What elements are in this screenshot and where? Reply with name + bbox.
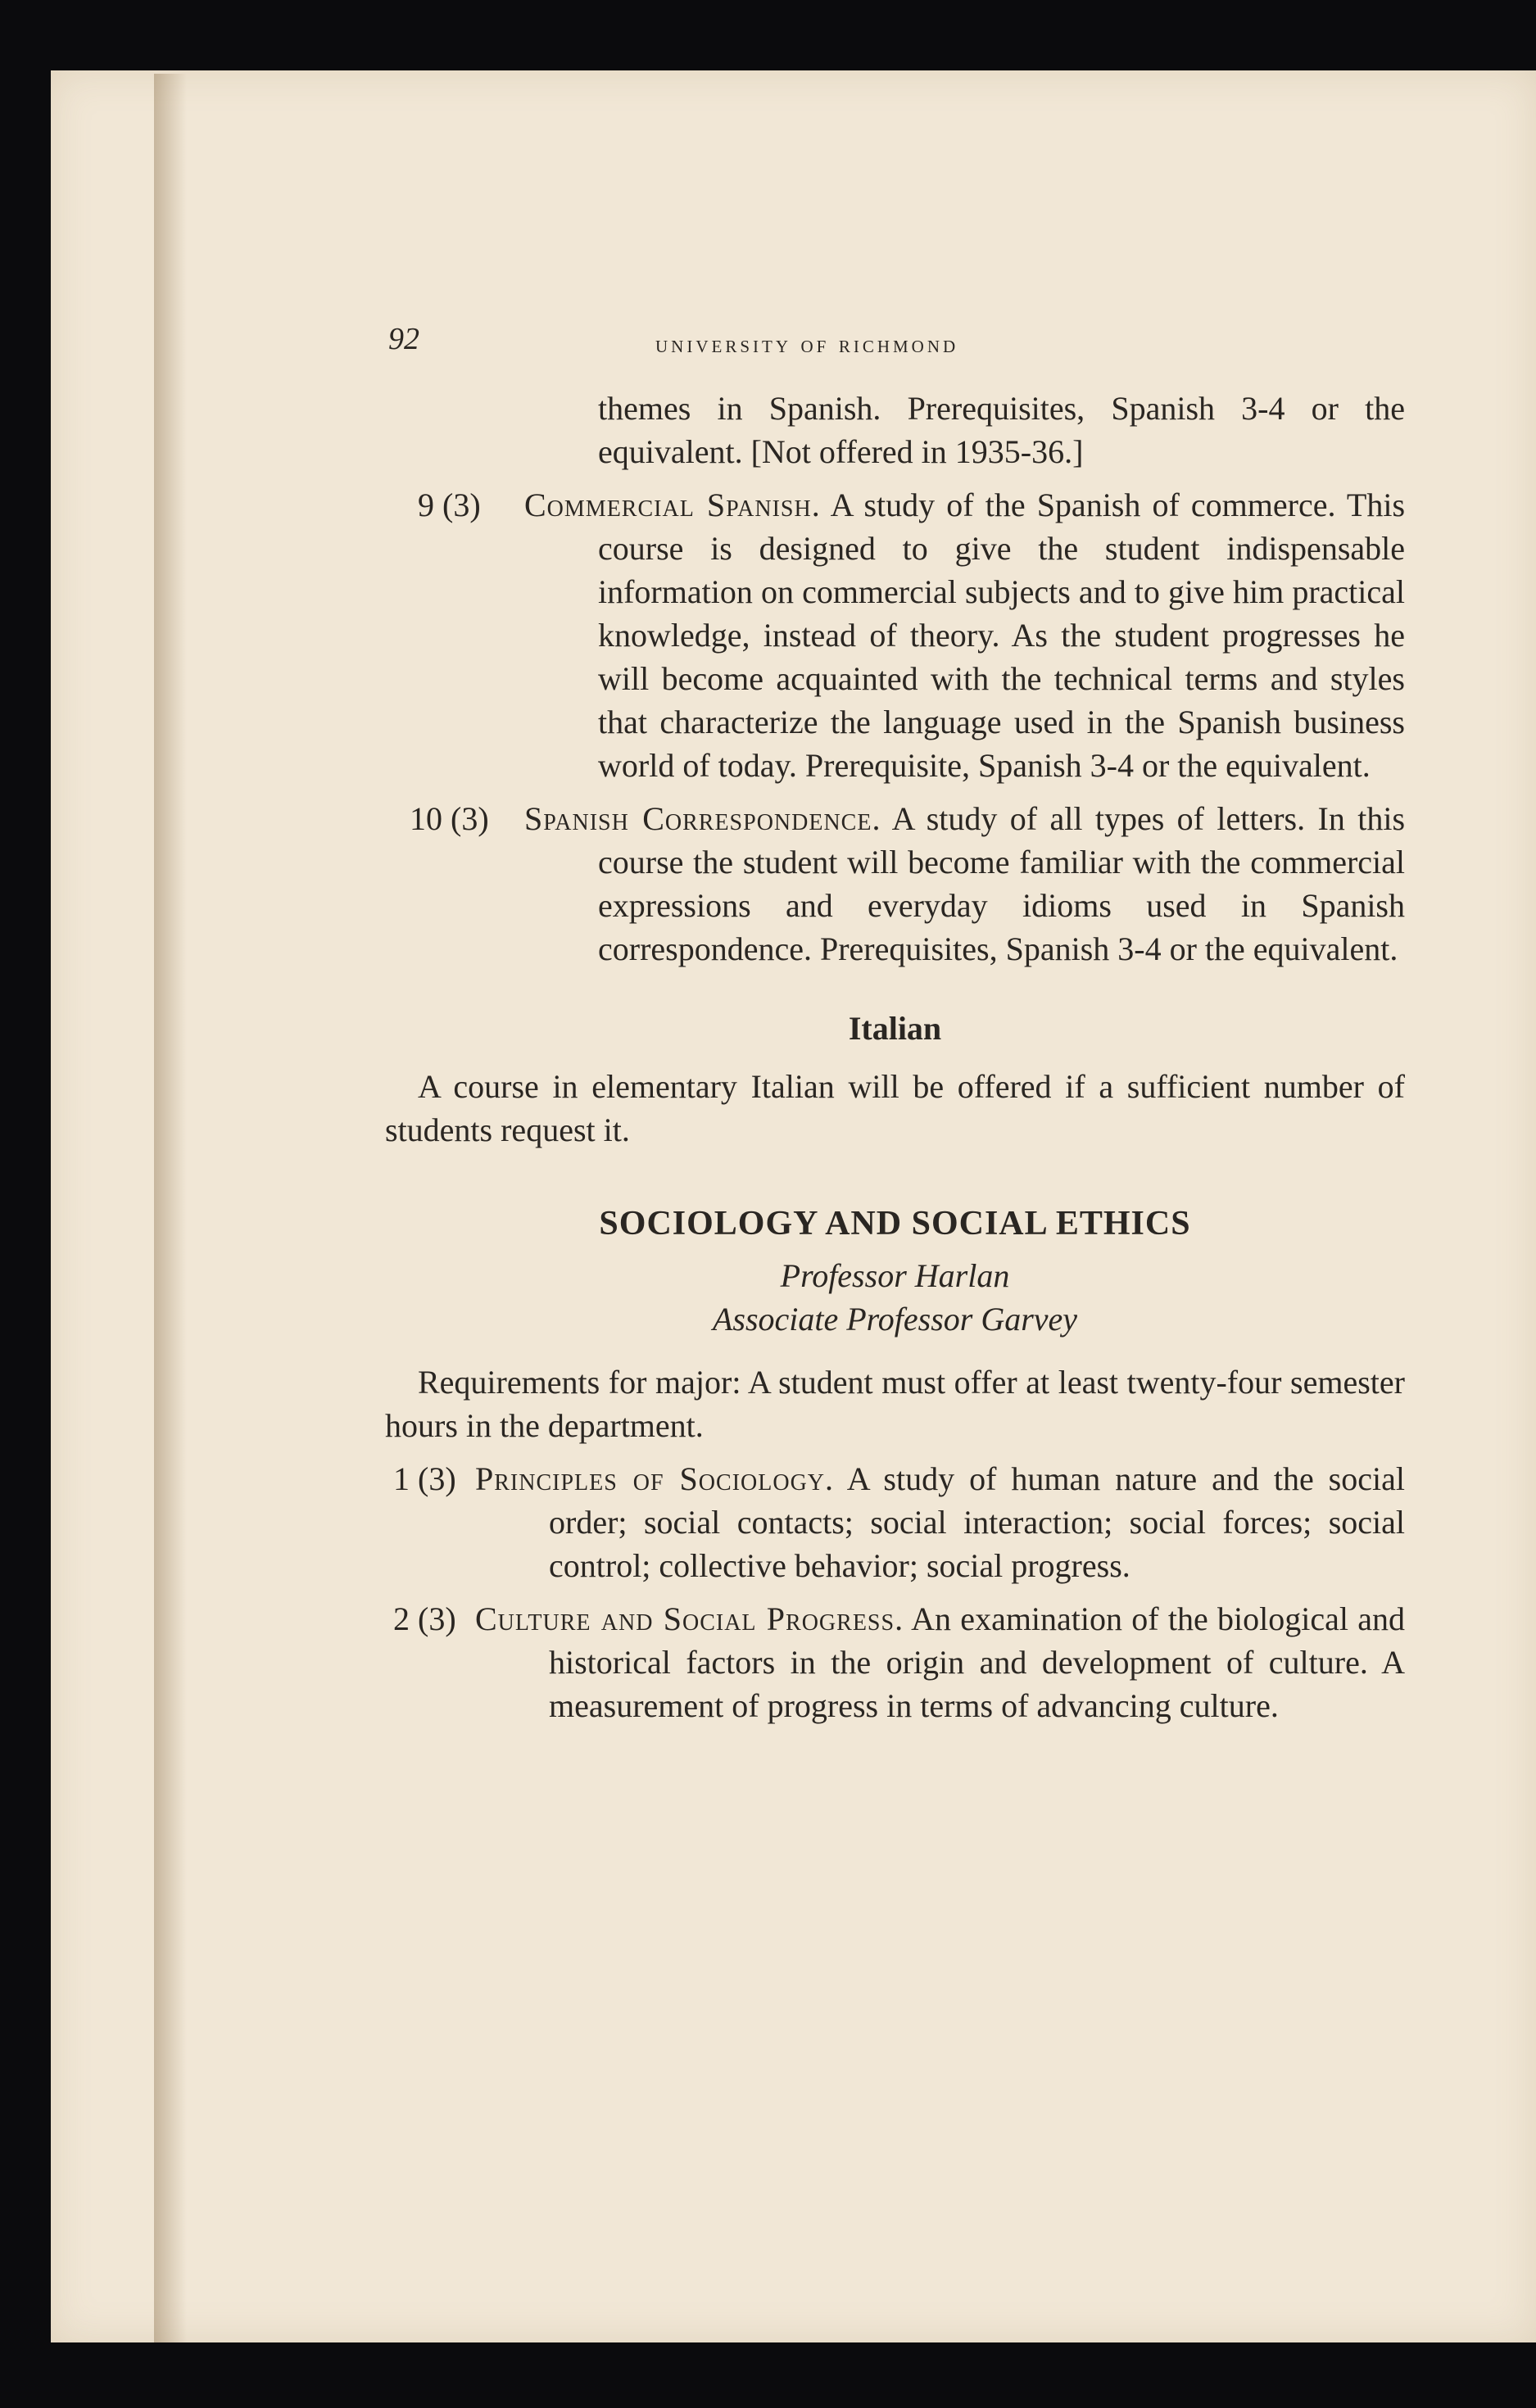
course-body: [475, 1457, 1405, 1587]
course-entry: [385, 483, 1405, 787]
page-content: [385, 311, 1405, 1727]
course-number: 9 (3): [418, 487, 481, 523]
course-description: A study of the Spanish of commerce. This course is designed to give the student indispensable information on commercial subjects and to give him practical knowledge, instead of theory. As the student progresses he will become acquainted with the technical terms and styles that characterize the language used in the Spanish business world of today. Prerequisite, Spanish 3-4 or the equivalent.: [598, 487, 1406, 784]
course-entry: [385, 797, 1405, 971]
course-entry: [385, 1597, 1405, 1727]
course-body: [524, 483, 1406, 787]
course-title: Commercial Spanish.: [524, 487, 821, 523]
faculty-professor: Professor Harlan: [780, 1257, 1010, 1294]
course-title: Principles of Sociology.: [475, 1460, 835, 1497]
course-number: 2 (3): [393, 1600, 456, 1637]
course-description: A study of all types of letters. In this course the student will become familiar with the commercial expressions and everyday idioms used in Spanish correspondence. Prerequisites, Spanish 3-4 or the equivalent.: [598, 800, 1406, 967]
italian-text: A course in elementary Italian will be offered if a sufficient number of students request it.: [385, 1068, 1405, 1148]
italian-heading: Italian: [848, 1010, 942, 1047]
course-body: [475, 1597, 1405, 1727]
page-number: 92: [388, 322, 419, 356]
department-heading: SOCIOLOGY AND SOCIAL ETHICS: [599, 1205, 1191, 1242]
course-number: 1 (3): [393, 1460, 456, 1497]
running-title: university of richmond: [655, 331, 959, 358]
spanish-continuation: themes in Spanish. Prerequisites, Spanish 3-4 or the equivalent. [Not offered in 1935-36.]: [598, 390, 1405, 470]
running-head: [385, 311, 1405, 369]
course-description: A study of human nature and the social order; social contacts; social interaction; social forces; social control; collective behavior; social progress.: [549, 1460, 1405, 1584]
course-title: Culture and Social Progress.: [475, 1600, 904, 1637]
course-body: [524, 797, 1406, 971]
gutter-shadow: [154, 74, 187, 2342]
course-entry: [385, 1457, 1405, 1587]
faculty-associate-professor: Associate Professor Garvey: [712, 1301, 1078, 1338]
course-number: 10 (3): [410, 800, 489, 837]
course-title: Spanish Correspondence.: [524, 800, 881, 837]
major-requirements: Requirements for major: A student must offer at least twenty-four semester hours in the department.: [385, 1364, 1405, 1444]
course-description: An examination of the biological and historical factors in the origin and development of culture. A measurement of progress in terms of advancing culture.: [549, 1600, 1405, 1724]
